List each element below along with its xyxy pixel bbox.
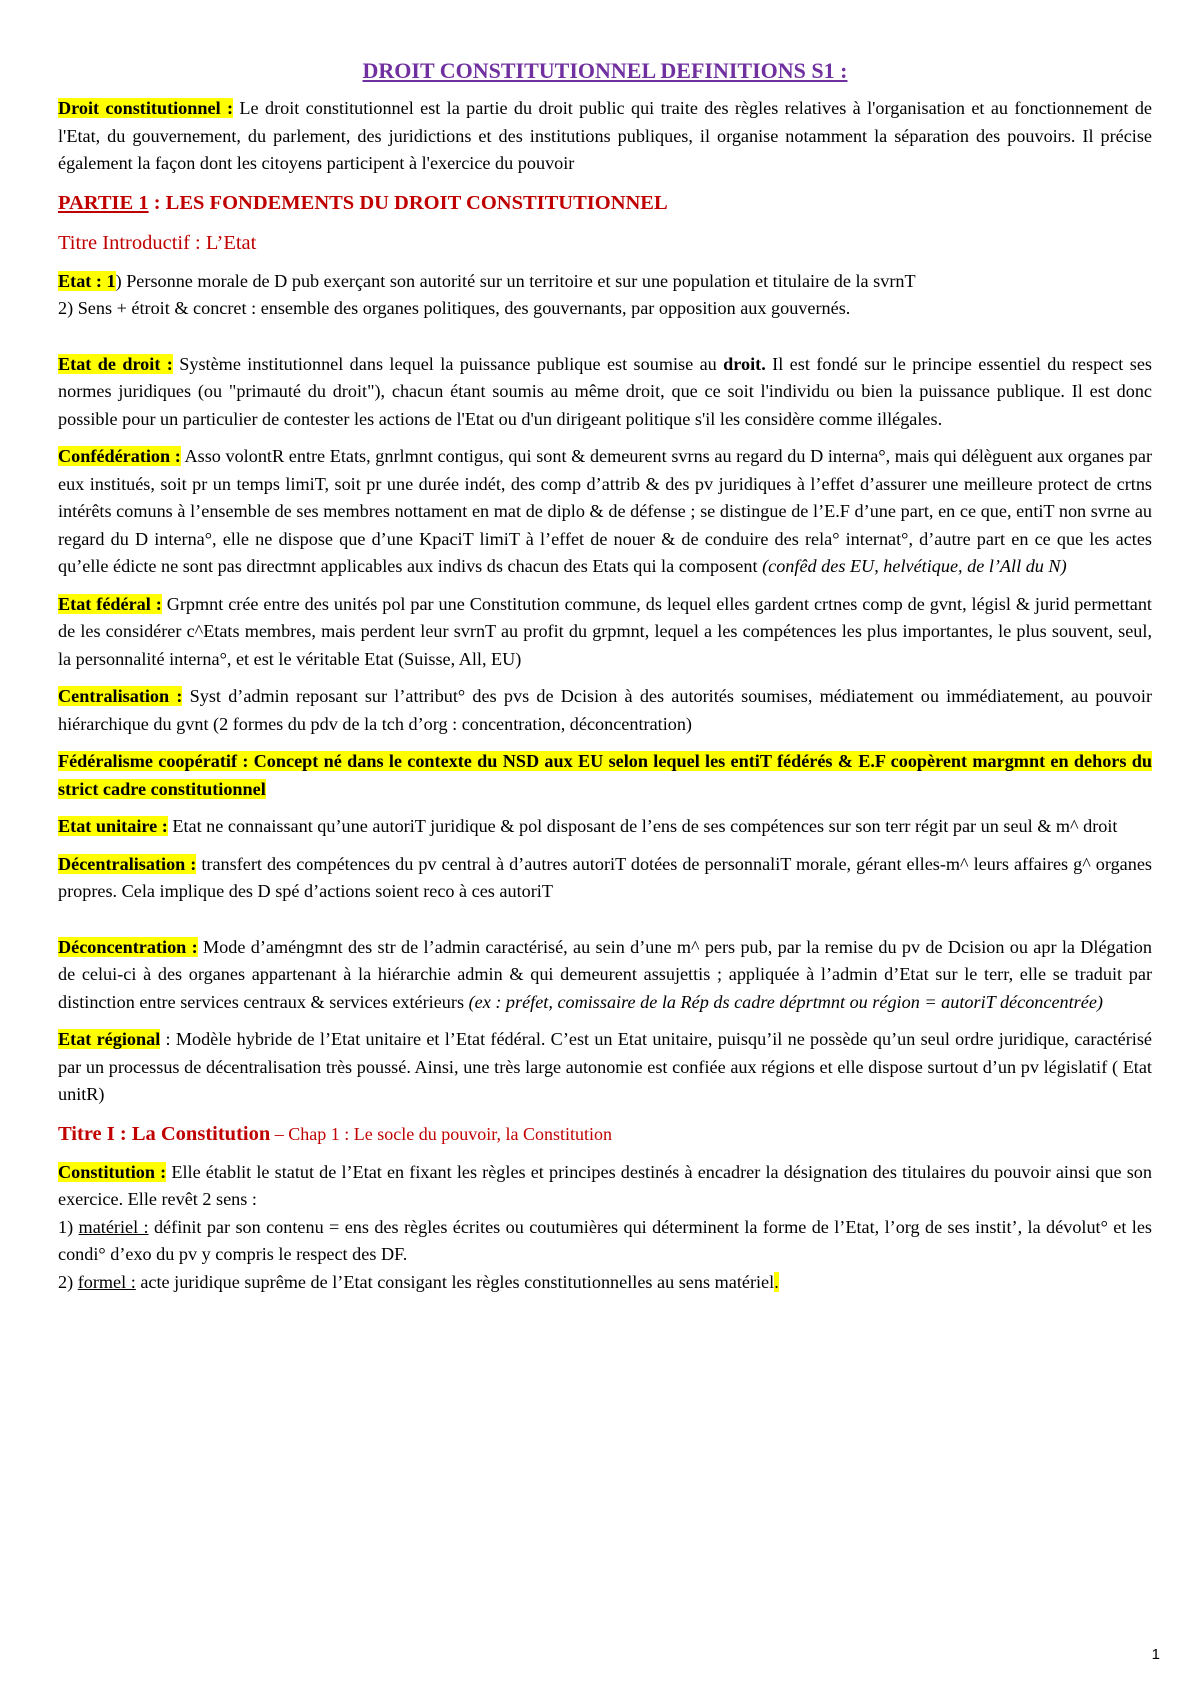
document-title: DROIT CONSTITUTIONNEL DEFINITIONS S1 : xyxy=(362,58,848,83)
part-number: PARTIE 1 xyxy=(58,191,149,214)
section-heading-titre-introductif: Titre Introductif : L’Etat xyxy=(58,231,257,254)
page-number: 1 xyxy=(1151,1646,1160,1663)
term-label: Constitution : xyxy=(58,1161,167,1182)
highlighted-period: . xyxy=(774,1271,779,1292)
definition-text: Grpmnt crée entre des unités pol par une Constitution commune, ds lequel elles gardent crtnes comp de gvnt, législ & jurid permettant de les considérer c^Etats membres, mais perdent leur svrnT au profit du grpmnt, lequel a les compétences les plus importantes, le plus souvent, seul, la personnalité interna°, et est le véritable Etat (Suisse, All, EU) xyxy=(58,593,1152,669)
definition-decentralisation xyxy=(58,851,1152,906)
term-label: Déconcentration : xyxy=(58,936,198,957)
definition-deconcentration xyxy=(58,934,1152,1017)
definition-text: Système institutionnel dans lequel la puissance publique est soumise au xyxy=(172,353,724,374)
definition-etat-unitaire xyxy=(58,813,1152,841)
definition-text-cont: Il est fondé sur le principe essentiel du respect ses normes juridiques (ou "primauté du droit"), chacun étant soumis au même droit, que ce soit l'individu ou bien la puissance publique. Il est donc possible pour un particulier de contester les actions de l'Etat ou d'un dirigeant politique s'il les considère comme illégales. xyxy=(58,353,1152,429)
definition-text: Syst d’admin reposant sur l’attribut° des pvs de Dcision à des autorités soumises, médiatement ou immédiatement, au pouvoir hiérarchique du gvnt (2 formes du pdv de la tch d’org : concentration, déconcentration) xyxy=(58,686,1152,734)
definition-text: Etat ne connaissant qu’une autoriT juridique & pol disposant de l’ens de ses compétences sur son terr régit par un seul & m^ droit xyxy=(167,816,1118,836)
list-text: acte juridique suprême de l’Etat consigant les règles constitutionnelles au sens matériel xyxy=(135,1271,775,1292)
term-label: Etat : 1 xyxy=(58,270,116,291)
definition-confederation xyxy=(58,443,1152,581)
definition-etat xyxy=(58,268,1152,323)
definition-text: Elle établit le statut de l’Etat en fixant les règles et principes destinés à encadrer la désignation des titulaires du pouvoir ainsi que son exercice. Elle revêt 2 sens : xyxy=(58,1161,1152,1209)
list-label-formel: formel : xyxy=(77,1271,136,1292)
bold-word: droit. xyxy=(723,353,766,374)
definition-text: ) Personne morale de D pub exerçant son autorité sur un territoire et sur une population et titulaire de la svrnT xyxy=(115,270,916,291)
definition-text: Mode d’améngmnt des str de l’admin caractérisé, au sein d’une m^ pers pub, par la remise du pv de Dcision ou apr la Dlégation de celui-ci à des organes appartenant à la hiérarchie admin & qui demeurent assujettis ; appliquée à l’admin d’Etat sur le terr, elle se traduit par distinction entre services centraux & services extérieurs xyxy=(58,936,1152,1012)
term-label: Etat de droit : xyxy=(58,353,173,374)
term-label: Droit constitutionnel : xyxy=(58,98,234,118)
term-label: Confédération : xyxy=(58,446,181,466)
definition-text: Asso volontR entre Etats, gnrlmnt contigus, qui sont & demeurent svrns au regard du D interna°, mais qui délèguent aux organes par eux institués, soit pr un temps limiT, soit pr une durée indét, des comp d’attrib & des pv juridiques à l’effet d’assurer une meilleure protect de crtns intérêts comuns à l’ensemble de ses membres nottament en mat de diplo & de défense ; se distingue de l’E.F d’une part, en ce que, entiT non svrne au regard du D interna°, elle ne dispose que d’une KpaciT limiT à l’effet de nouer & de conduire des rela° internat°, d’autre part en ce que les actes qu’elle édicte ne sont pas directmnt applicables aux indivs ds chacun des Etats qui la composent xyxy=(58,446,1152,576)
list-label-materiel: matériel : xyxy=(78,1216,149,1237)
document-body xyxy=(58,56,1152,1306)
highlighted-definition: Fédéralisme coopératif : Concept né dans le contexte du NSD aux EU selon lequel les entiT fédérés & E.F coopèrent margmnt en dehors du strict cadre constitutionnel xyxy=(58,751,1152,799)
list-number: 1) xyxy=(58,1216,79,1237)
definition-droit-constitutionnel xyxy=(58,95,1152,178)
definition-text: transfert des compétences du pv central à d’autres autoriT dotées de personnaliT morale, gérant elles-m^ leurs affaires g^ organes propres. Cela implique des D spé d’actions soient reco à ces autoriT xyxy=(58,853,1153,901)
definition-federalisme-cooperatif xyxy=(58,748,1152,803)
example-text: (ex : préfet, comissaire de la Rép ds cadre déprtmnt ou région = autoriT déconcentrée) xyxy=(468,991,1103,1012)
term-label: Etat unitaire : xyxy=(58,816,168,836)
list-number: 2) xyxy=(58,1271,78,1292)
term-label: Etat fédéral : xyxy=(58,593,162,614)
definition-text: Le droit constitutionnel est la partie du droit public qui traite des règles relatives à l'organisation et au fonctionnement de l'Etat, du gouvernement, du parlement, des juridictions et des institutions publiques, il organise notamment la séparation des pouvoirs. Il précise également la façon dont les citoyens participent à l'exercice du pouvoir xyxy=(58,98,1153,173)
definition-etat-de-droit xyxy=(58,351,1152,434)
example-text: (confêd des EU, helvétique, de l’All du N) xyxy=(762,556,1067,576)
chapter-subtitle: – Chap 1 : Le socle du pouvoir, la Constitution xyxy=(270,1123,612,1144)
term-label: Etat régional xyxy=(58,1029,161,1049)
definition-text-line2: 2) Sens + étroit & concret : ensemble des organes politiques, des gouvernants, par opposition aux gouvernés. xyxy=(58,298,851,318)
definition-text: : Modèle hybride de l’Etat unitaire et l’Etat fédéral. C’est un Etat unitaire, puisqu’il ne possède qu’un seul ordre juridique, caractérisé par un processus de décentralisation très poussé. Ainsi, une très large autonomie est confiée aux régions et elle dispose surtout d’un pv législatif ( Etat unitR) xyxy=(58,1029,1152,1104)
definition-centralisation xyxy=(58,683,1152,738)
titre-main: Titre I : La Constitution xyxy=(58,1122,271,1145)
definition-etat-federal xyxy=(58,591,1152,674)
list-text: définit par son contenu = ens des règles écrites ou coutumières qui déterminent la forme de l’Etat, l’org de ses instit’, la dévolut° et les condi° d’exo du pv y compris le respect des DF. xyxy=(58,1216,1152,1264)
term-label: Centralisation : xyxy=(58,686,183,706)
part-title: : LES FONDEMENTS DU DROIT CONSTITUTIONNEL xyxy=(148,191,668,214)
part-heading xyxy=(58,188,1152,218)
definition-etat-regional xyxy=(58,1026,1152,1109)
section-heading-titre-1 xyxy=(58,1119,1152,1149)
term-label: Décentralisation : xyxy=(58,853,197,874)
definition-constitution xyxy=(58,1159,1152,1297)
